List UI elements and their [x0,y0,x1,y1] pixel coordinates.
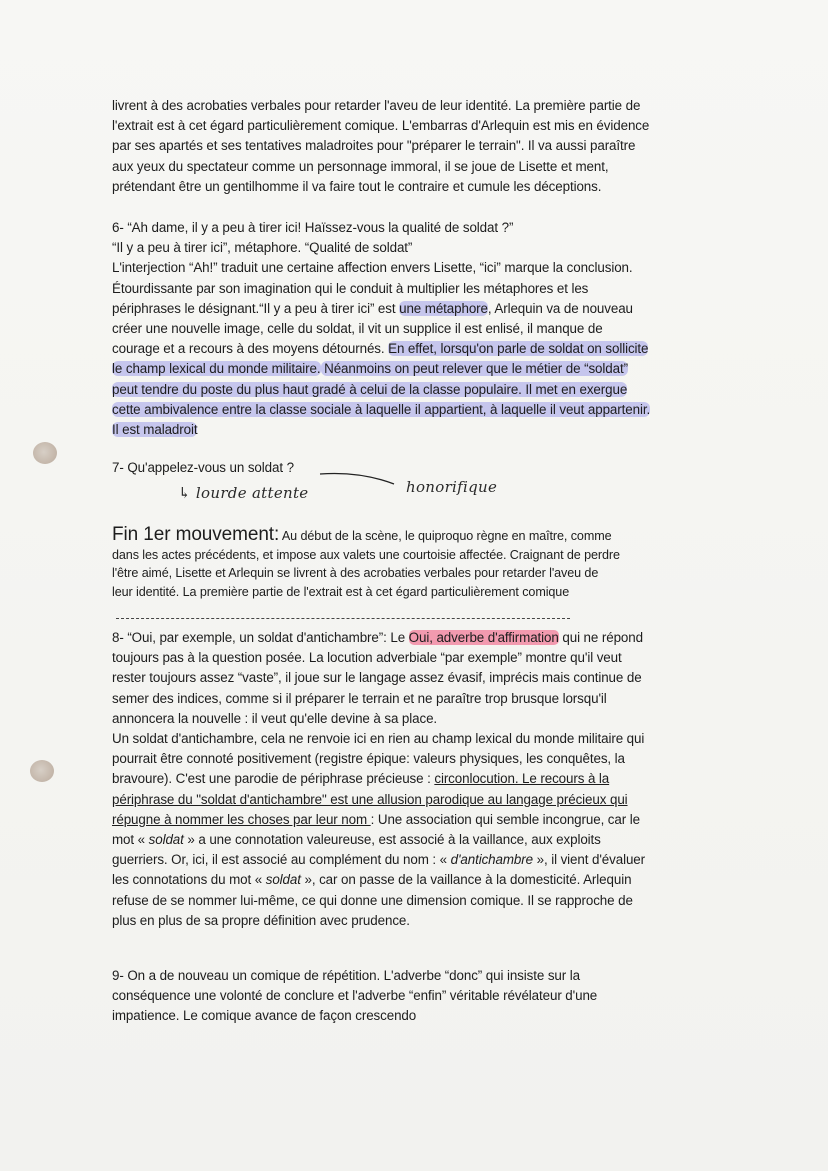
intro-line: par ses apartés et ses tentatives maladroites pour "préparer le terrain". Il va aussi paraître [112,138,636,154]
q8-line [112,769,724,789]
q9-line: 9- On a de nouveau un comique de répétition. L'adverbe “donc” qui insiste sur la [112,968,580,983]
q8-text: », il vient d'évaluer [533,852,646,868]
punch-hole-top [33,442,57,464]
punch-hole-bottom [30,760,54,782]
q6-line [112,380,724,400]
q8-text: qui ne répond [558,630,643,645]
q6-text: courage et a recours à des moyens détournés. [112,341,389,357]
question-7-section [112,458,724,478]
intro-line: prétendant être un gentilhomme il va faire tout le contraire et cumule les déceptions. [112,178,602,194]
fin-text: Au début de la scène, le quiproquo règne en maître, comme [279,529,612,543]
question-8-section [112,628,724,931]
highlight-oui-adverbe: Oui, adverbe d'affirmation [408,630,559,645]
fin-line: dans les actes précédents, et impose aux valets une courtoisie affectée. Craignant de perdre [112,547,620,562]
q6-line [112,359,724,379]
fin-line [112,526,724,546]
q8-line: pourrait être connoté positivement (registre épique: valeurs physiques, les conquêtes, la [112,751,625,767]
handwritten-note-honorifique: honorifique [406,478,498,496]
q8-text: guerriers. Or, ici, il est associé au complément du nom : « [112,852,451,868]
handwritten-arrow [318,470,398,492]
highlight-champ-lexical: le champ lexical du monde militaire. [112,361,321,377]
q6-line: créer une nouvelle image, celle du soldat, il vit un supplice il est enlisé, il manque de [112,321,603,337]
q8-italic: soldat [148,832,184,848]
q8-italic: soldat [265,872,301,888]
highlight-ambivalence: peut tendre du poste du plus haut gradé à celui de la classe populaire. Il met en exergue [112,381,628,397]
q6-text: périphrases le désignant.“Il y a peu à tirer ici” est [112,300,400,316]
fin-title: Fin 1er mouvement: [112,524,280,545]
q6-line: Étourdissante par son imagination qui le conduit à multiplier les métaphores et les [112,280,589,296]
q6-line [112,420,724,440]
q8-line [112,628,724,648]
q8-line: toujours pas à la question posée. La locution adverbiale “par exemple” montre qu'il veut [112,650,622,666]
q8-line: plus en plus de sa propre définition avec prudence. [112,912,410,928]
q6-line [112,400,724,420]
question-7-title: 7- Qu'appelez-vous un soldat ? [112,460,294,475]
question-6-title: 6- “Ah dame, il y a peu à tirer ici! Haïssez-vous la qualité de soldat ?” [112,220,514,235]
question-6-subtitle: “Il y a peu à tirer ici”, métaphore. “Qualité de soldat” [112,240,413,256]
handwritten-note-attente: ↳ lourde attente [178,484,309,502]
q8-text: 8- “Oui, par exemple, un soldat d'antichambre”: Le [112,630,409,645]
q8-line: refuse de se nommer lui-même, ce qui donne une dimension comique. Il se rapproche de [112,892,633,908]
q6-text: , Arlequin va de nouveau [487,300,633,316]
q8-text: » a une connotation valeureuse, est associé à la vaillance, aux exploits [183,832,601,848]
intro-line: aux yeux du spectateur comme un personnage immoral, il se joue de Lisette et ment, [112,158,609,174]
highlight-maladroit: Il est maladroit [112,422,198,438]
highlight-ambivalence: cette ambivalence entre la classe sociale à laquelle il appartient, à laquelle il veut appartenir. [112,401,651,417]
q8-text: », car on passe de la vaillance à la domesticité. Arlequin [300,872,632,888]
highlight-neanmoins: Néanmoins on peut relever que le métier de “soldat” [320,361,628,377]
q6-line [112,339,724,359]
highlight-champ-lexical: En effet, lorsqu'on parle de soldat on sollicite [388,341,649,357]
q8-text: les connotations du mot « [112,872,266,888]
q8-line: semer des indices, comme si il préparer le terrain et ne paraître trop brusque lorsqu'il [112,690,607,706]
q8-line: rester toujours assez “vaste”, il joue sur le langage assez évasif, imprécis mais continue de [112,670,642,686]
question-9-section [112,966,724,1027]
fin-line: l'être aimé, Lisette et Arlequin se livrent à des acrobaties verbales pour retarder l'aveu de [112,566,599,581]
fin-mouvement-section [112,526,724,601]
q8-text: bravoure). C'est une parodie de périphrase précieuse : [112,771,435,787]
fin-line: leur identité. La première partie de l'extrait est à cet égard particulièrement comique [112,584,570,599]
q8-italic: d'antichambre [450,852,533,868]
q8-line [112,810,724,830]
q9-line: impatience. Le comique avance de façon crescendo [112,1008,417,1024]
question-6-section [112,218,724,440]
q8-line: Un soldat d'antichambre, cela ne renvoie ici en rien au champ lexical du monde militaire qui [112,731,645,747]
q8-line [112,790,724,810]
section-divider [116,618,570,619]
q8-line [112,830,724,850]
underlined-circonlocution: circonlocution. Le recours à la [434,771,610,787]
q8-line [112,870,724,890]
underlined-repugne: répugne à nommer les choses par leur nom [112,811,371,827]
q9-line: conséquence une volonté de conclure et l'adverbe “enfin” véritable révélateur d'une [112,988,598,1004]
intro-line: l'extrait est à cet égard particulièrement comique. L'embarras d'Arlequin est mis en évidence [112,118,650,134]
q6-line [112,299,724,319]
highlight-metaphore: une métaphore [399,300,488,316]
q8-line: annoncera la nouvelle : il veut qu'elle devine à sa place. [112,710,438,726]
underlined-periphrase: périphrase du "soldat d'antichambre" est une allusion parodique au langage précieux qui [112,791,628,807]
intro-paragraph [112,96,724,197]
q8-text: mot « [112,832,149,848]
q8-text: : Une association qui semble incongrue, car le [370,811,640,827]
q6-line: L'interjection “Ah!” traduit une certaine affection envers Lisette, “ici” marque la conclusion. [112,260,633,276]
q8-line [112,850,724,870]
intro-line: livrent à des acrobaties verbales pour retarder l'aveu de leur identité. La première partie de [112,98,641,113]
